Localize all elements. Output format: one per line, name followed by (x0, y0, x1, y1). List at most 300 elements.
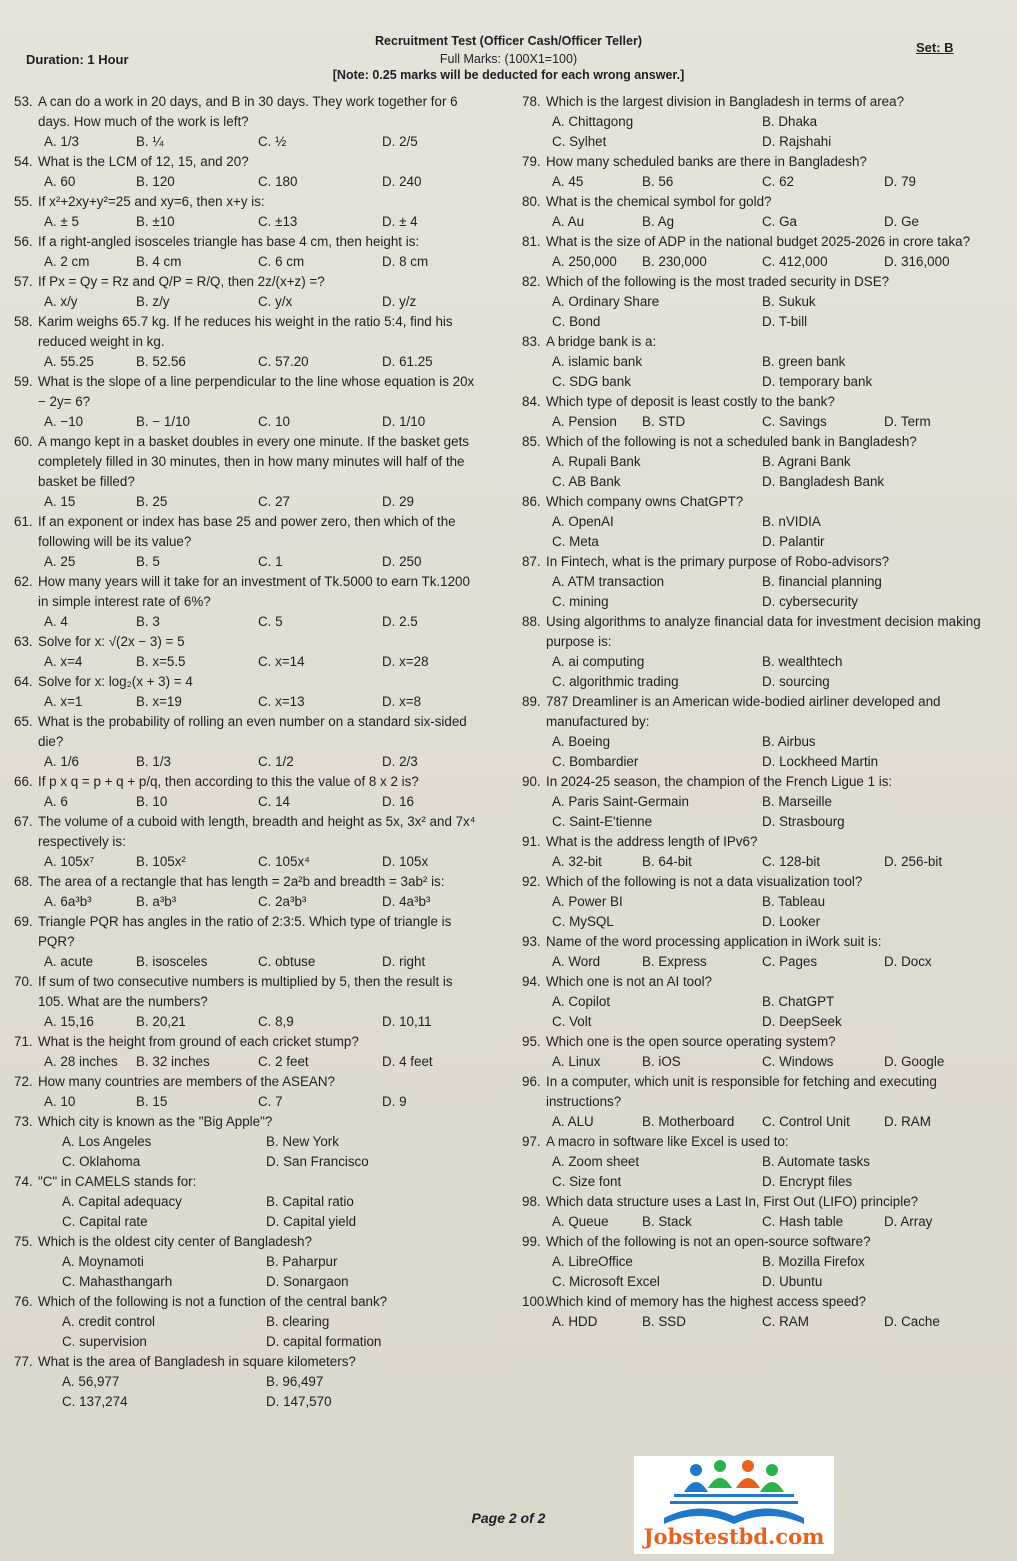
question-item (522, 1132, 1002, 1192)
answer-option: A. acute (44, 954, 94, 969)
question-number: 66. (14, 774, 33, 789)
question-text (14, 1292, 484, 1312)
question-item (14, 1292, 484, 1352)
answer-option: C. algorithmic trading (552, 674, 679, 689)
question-text (522, 392, 1002, 412)
question-stem: Which company owns ChatGPT? (546, 494, 744, 509)
answer-option: D. 8 cm (382, 254, 429, 269)
question-number: 63. (14, 634, 33, 649)
question-number: 97. (522, 1134, 541, 1149)
answer-option: C. Savings (762, 414, 827, 429)
question-item (522, 612, 1002, 692)
answer-option: A. 250,000 (552, 254, 617, 269)
question-item (522, 1292, 1002, 1332)
question-item (14, 152, 484, 192)
options-row (522, 652, 1002, 672)
question-stem: Which is the largest division in Bangladesh in terms of area? (546, 94, 905, 109)
answer-option: D. 256-bit (884, 854, 943, 869)
question-item (522, 932, 1002, 972)
options-row (522, 1312, 1002, 1332)
answer-option: B. 25 (136, 494, 168, 509)
question-item (14, 92, 484, 152)
question-stem: Which of the following is not a scheduled bank in Bangladesh? (546, 434, 917, 449)
answer-option: D. Docx (884, 954, 932, 969)
answer-option: C. Size font (552, 1174, 622, 1189)
question-text (14, 872, 484, 892)
question-stem: Which data structure uses a Last In, First Out (LIFO) principle? (546, 1194, 919, 1209)
answer-option: C. 62 (762, 174, 795, 189)
answer-option: A. ± 5 (44, 214, 79, 229)
answer-option: C. Hash table (762, 1214, 844, 1229)
question-item (14, 272, 484, 312)
answer-option: D. Ge (884, 214, 919, 229)
answer-option: C. 5 (258, 614, 283, 629)
answer-option: A. 28 inches (44, 1054, 118, 1069)
answer-option: B. ¼ (136, 134, 164, 149)
question-text (522, 432, 1002, 452)
question-stem: Which city is known as the "Big Apple"? (38, 1114, 273, 1129)
question-text (522, 772, 1002, 792)
question-item (522, 1032, 1002, 1072)
answer-option: D. 240 (382, 174, 422, 189)
answer-option: D. DeepSeek (762, 1014, 842, 1029)
question-stem: What is the probability of rolling an even number on a standard six-sided die? (38, 714, 467, 749)
question-stem: In 2024-25 season, the champion of the French Ligue 1 is: (546, 774, 893, 789)
question-stem: If p x q = p + q + p/q, then according to this the value of 8 x 2 is? (38, 774, 419, 789)
answer-option: B. 5 (136, 554, 160, 569)
answer-option: D. y/z (382, 294, 417, 309)
question-text (14, 1112, 484, 1132)
options-row (522, 352, 1002, 372)
answer-option: D. San Francisco (266, 1154, 369, 1169)
question-number: 67. (14, 814, 33, 829)
question-number: 75. (14, 1234, 33, 1249)
question-number: 88. (522, 614, 541, 629)
answer-option: C. 7 (258, 1094, 283, 1109)
question-stem: Using algorithms to analyze financial data for investment decision making purpose is: (546, 614, 981, 649)
question-number: 60. (14, 434, 33, 449)
options-row (14, 652, 484, 672)
question-item (14, 192, 484, 232)
answer-option: B. financial planning (762, 574, 882, 589)
answer-option: D. 2.5 (382, 614, 418, 629)
answer-option: D. 4a³b³ (382, 894, 431, 909)
question-text (522, 232, 1002, 252)
options-row (522, 512, 1002, 532)
answer-option: B. Express (642, 954, 707, 969)
question-number: 78. (522, 94, 541, 109)
question-text (14, 1352, 484, 1372)
answer-option: C. mining (552, 594, 609, 609)
question-text (14, 912, 484, 952)
answer-option: B. Paharpur (266, 1254, 338, 1269)
options-row (14, 552, 484, 572)
question-item (14, 232, 484, 272)
answer-option: B. Airbus (762, 734, 816, 749)
question-stem: A macro in software like Excel is used to: (546, 1134, 789, 1149)
answer-option: C. 2a³b³ (258, 894, 307, 909)
answer-option: B. 105x² (136, 854, 186, 869)
question-number: 71. (14, 1034, 33, 1049)
question-text (14, 1172, 484, 1192)
answer-option: D. Ubuntu (762, 1274, 823, 1289)
options-row (522, 812, 1002, 832)
answer-option: C. Bombardier (552, 754, 639, 769)
answer-option: D. Looker (762, 914, 821, 929)
answer-option: A. Queue (552, 1214, 609, 1229)
options-row (522, 1052, 1002, 1072)
options-row (14, 1192, 484, 1212)
question-stem: How many countries are members of the ASEAN? (38, 1074, 335, 1089)
question-number: 64. (14, 674, 33, 689)
question-item (14, 872, 484, 912)
answer-option: D. 2/3 (382, 754, 418, 769)
options-row (14, 492, 484, 512)
question-item (522, 1072, 1002, 1132)
question-number: 92. (522, 874, 541, 889)
question-number: 61. (14, 514, 33, 529)
question-text (522, 932, 1002, 952)
answer-option: C. AB Bank (552, 474, 621, 489)
answer-option: A. Power BI (552, 894, 623, 909)
answer-option: A. x=4 (44, 654, 83, 669)
question-number: 70. (14, 974, 33, 989)
question-item (14, 672, 484, 712)
options-row (14, 1132, 484, 1152)
answer-option: B. Mozilla Firefox (762, 1254, 865, 1269)
answer-option: D. 4 feet (382, 1054, 433, 1069)
options-row (14, 692, 484, 712)
question-number: 57. (14, 274, 33, 289)
question-stem: The area of a rectangle that has length = 2a²b and breadth = 3ab² is: (38, 874, 445, 889)
answer-option: C. Mahasthangarh (62, 1274, 173, 1289)
answer-option: D. Encrypt files (762, 1174, 853, 1189)
answer-option: A. 1/6 (44, 754, 79, 769)
options-row (522, 1152, 1002, 1172)
answer-option: B. Tableau (762, 894, 826, 909)
answer-option: A. 60 (44, 174, 76, 189)
exam-header (0, 0, 1017, 92)
answer-option: A. ALU (552, 1114, 594, 1129)
question-text (14, 632, 484, 652)
answer-option: A. 1/3 (44, 134, 79, 149)
question-text (522, 692, 1002, 732)
question-item (14, 312, 484, 372)
options-row (522, 532, 1002, 552)
question-stem: If x²+2xy+y²=25 and xy=6, then x+y is: (38, 194, 265, 209)
options-row (14, 1052, 484, 1072)
answer-option: B. 15 (136, 1094, 168, 1109)
answer-option: A. 15 (44, 494, 76, 509)
options-row (522, 732, 1002, 752)
question-item (14, 1112, 484, 1172)
options-row (522, 372, 1002, 392)
answer-option: D. RAM (884, 1114, 931, 1129)
answer-option: A. Boeing (552, 734, 611, 749)
page-number: Page 2 of 2 (471, 1510, 546, 1526)
answer-option: B. STD (642, 414, 686, 429)
question-text (14, 572, 484, 612)
question-stem: A mango kept in a basket doubles in every one minute. If the basket gets completely filled in 30 minutes, then in how many minutes will half of the basket be filled? (38, 434, 469, 489)
answer-option: A. Los Angeles (62, 1134, 152, 1149)
answer-option: C. Oklahoma (62, 1154, 141, 1169)
answer-option: C. 14 (258, 794, 291, 809)
options-row (14, 352, 484, 372)
options-row (522, 992, 1002, 1012)
answer-option: C. RAM (762, 1314, 809, 1329)
question-text (14, 312, 484, 352)
options-row (14, 1152, 484, 1172)
answer-option: C. obtuse (258, 954, 316, 969)
options-row (14, 1392, 484, 1412)
question-item (522, 692, 1002, 772)
answer-option: C. 27 (258, 494, 291, 509)
answer-option: A. islamic bank (552, 354, 643, 369)
question-stem: If an exponent or index has base 25 and power zero, then which of the following will be its value? (38, 514, 456, 549)
question-item (14, 1072, 484, 1112)
answer-option: D. cybersecurity (762, 594, 858, 609)
question-number: 86. (522, 494, 541, 509)
question-number: 99. (522, 1234, 541, 1249)
question-number: 56. (14, 234, 33, 249)
question-item (522, 552, 1002, 612)
question-item (14, 372, 484, 432)
question-text (522, 972, 1002, 992)
answer-option: B. wealthtech (762, 654, 843, 669)
question-text (522, 1072, 1002, 1112)
options-row (522, 952, 1002, 972)
options-row (522, 1112, 1002, 1132)
question-number: 83. (522, 334, 541, 349)
options-row (14, 132, 484, 152)
answer-option: B. Motherboard (642, 1114, 735, 1129)
answer-option: A. OpenAI (552, 514, 614, 529)
answer-option: D. Lockheed Martin (762, 754, 879, 769)
answer-option: A. Moynamoti (62, 1254, 144, 1269)
question-item (522, 432, 1002, 492)
answer-option: C. 1/2 (258, 754, 294, 769)
options-row (14, 1212, 484, 1232)
question-item (522, 492, 1002, 552)
answer-option: B. 120 (136, 174, 175, 189)
question-item (522, 272, 1002, 332)
options-row (522, 572, 1002, 592)
question-stem: What is the area of Bangladesh in square kilometers? (38, 1354, 356, 1369)
question-number: 90. (522, 774, 541, 789)
options-row (14, 1312, 484, 1332)
question-text (14, 152, 484, 172)
question-number: 81. (522, 234, 541, 249)
question-item (522, 972, 1002, 1032)
question-item (522, 152, 1002, 192)
question-text (522, 1232, 1002, 1252)
answer-option: D. T-bill (762, 314, 808, 329)
answer-option: D. 9 (382, 1094, 407, 1109)
options-row (522, 132, 1002, 152)
question-number: 96. (522, 1074, 541, 1089)
answer-option: D. sourcing (762, 674, 830, 689)
question-item (522, 1232, 1002, 1292)
answer-option: A. Capital adequacy (62, 1194, 182, 1209)
options-row (14, 952, 484, 972)
question-number: 98. (522, 1194, 541, 1209)
answer-option: C. Capital rate (62, 1214, 148, 1229)
question-stem: 787 Dreamliner is an American wide-bodied airliner developed and manufactured by: (546, 694, 941, 729)
answer-option: D. ± 4 (382, 214, 418, 229)
watermark-logo (634, 1456, 834, 1554)
answer-option: D. Capital yield (266, 1214, 357, 1229)
answer-option: B. z/y (136, 294, 170, 309)
question-stem: How many scheduled banks are there in Bangladesh? (546, 154, 867, 169)
question-item (522, 332, 1002, 392)
options-row (522, 412, 1002, 432)
question-number: 58. (14, 314, 33, 329)
negative-marking-note: [Note: 0.25 marks will be deducted for each wrong answer.] (332, 68, 685, 82)
options-row (14, 752, 484, 772)
question-item (522, 1192, 1002, 1232)
answer-option: A. Word (552, 954, 601, 969)
answer-option: A. 32-bit (552, 854, 602, 869)
question-text (522, 92, 1002, 112)
options-row (14, 1372, 484, 1392)
answer-option: B. green bank (762, 354, 846, 369)
answer-option: C. 10 (258, 414, 291, 429)
answer-option: C. Meta (552, 534, 599, 549)
question-stem: Which kind of memory has the highest access speed? (546, 1294, 867, 1309)
exam-title: Recruitment Test (Officer Cash/Officer Teller) (375, 34, 642, 48)
answer-option: A. x/y (44, 294, 78, 309)
answer-option: B. 64-bit (642, 854, 692, 869)
options-row (14, 252, 484, 272)
question-stem: The volume of a cuboid with length, breadth and height as 5x, 3x² and 7x⁴ respectively is: (38, 814, 476, 849)
answer-option: B. 96,497 (266, 1374, 324, 1389)
question-text (522, 1292, 1002, 1312)
question-item (522, 772, 1002, 832)
question-number: 82. (522, 274, 541, 289)
answer-option: A. Pension (552, 414, 617, 429)
question-text (522, 152, 1002, 172)
question-stem: What is the height from ground of each cricket stump? (38, 1034, 359, 1049)
answer-option: B. Sukuk (762, 294, 816, 309)
answer-option: D. 250 (382, 554, 422, 569)
answer-option: D. Bangladesh Bank (762, 474, 885, 489)
question-number: 53. (14, 94, 33, 109)
question-stem: What is the size of ADP in the national budget 2025-2026 in crore taka? (546, 234, 971, 249)
answer-option: D. Rajshahi (762, 134, 832, 149)
answer-option: D. Cache (884, 1314, 940, 1329)
question-text (522, 612, 1002, 652)
options-row (14, 412, 484, 432)
answer-option: A. HDD (552, 1314, 598, 1329)
answer-option: B. ChatGPT (762, 994, 835, 1009)
question-text (14, 672, 484, 692)
answer-option: D. x=28 (382, 654, 429, 669)
answer-option: B. Dhaka (762, 114, 818, 129)
answer-option: A. 105x⁷ (44, 854, 95, 869)
options-row (522, 1272, 1002, 1292)
options-row (14, 612, 484, 632)
question-number: 93. (522, 934, 541, 949)
question-number: 91. (522, 834, 541, 849)
answer-option: C. 105x⁴ (258, 854, 310, 869)
answer-option: D. 61.25 (382, 354, 433, 369)
options-row (14, 212, 484, 232)
answer-option: B. clearing (266, 1314, 330, 1329)
question-text (522, 1032, 1002, 1052)
question-text (522, 832, 1002, 852)
answer-option: B. − 1/10 (136, 414, 190, 429)
options-row (522, 1172, 1002, 1192)
options-row (522, 212, 1002, 232)
question-text (14, 432, 484, 492)
question-number: 69. (14, 914, 33, 929)
question-text (14, 92, 484, 132)
question-number: 73. (14, 1114, 33, 1129)
answer-option: D. Sonargaon (266, 1274, 349, 1289)
answer-option: C. Control Unit (762, 1114, 850, 1129)
answer-option: B. ±10 (136, 214, 175, 229)
options-row (522, 1012, 1002, 1032)
answer-option: A. 6 (44, 794, 68, 809)
question-number: 87. (522, 554, 541, 569)
options-row (522, 592, 1002, 612)
question-item (14, 1032, 484, 1072)
answer-option: A. Copilot (552, 994, 611, 1009)
answer-option: A. 4 (44, 614, 68, 629)
question-stem: What is the address length of IPv6? (546, 834, 758, 849)
question-number: 100. (522, 1294, 549, 1309)
answer-option: D. right (382, 954, 426, 969)
answer-option: A. ai computing (552, 654, 645, 669)
answer-option: B. 10 (136, 794, 168, 809)
question-item (14, 1232, 484, 1292)
answer-option: D. Google (884, 1054, 945, 1069)
question-item (14, 432, 484, 512)
question-text (14, 272, 484, 292)
answer-option: C. MySQL (552, 914, 614, 929)
answer-option: C. 180 (258, 174, 298, 189)
answer-option: B. 1/3 (136, 754, 171, 769)
question-text (14, 1032, 484, 1052)
answer-option: B. nVIDIA (762, 514, 821, 529)
question-number: 77. (14, 1354, 33, 1369)
question-stem: Which is the oldest city center of Bangladesh? (38, 1234, 312, 1249)
question-text (522, 872, 1002, 892)
question-text (14, 812, 484, 852)
options-row (522, 1212, 1002, 1232)
answer-option: D. Strasbourg (762, 814, 845, 829)
options-row (14, 172, 484, 192)
answer-option: C. 57.20 (258, 354, 309, 369)
answer-option: C. 6 cm (258, 254, 305, 269)
answer-option: B. 20,21 (136, 1014, 186, 1029)
question-stem: What is the slope of a line perpendicular to the line whose equation is 20x − 2y= 6? (38, 374, 475, 409)
answer-option: C. x=14 (258, 654, 305, 669)
question-stem: In a computer, which unit is responsible for fetching and executing instructions? (546, 1074, 937, 1109)
question-stem: Name of the word processing application in iWork suit is: (546, 934, 882, 949)
question-item (522, 872, 1002, 932)
question-text (522, 192, 1002, 212)
answer-option: A. Rupali Bank (552, 454, 641, 469)
question-stem: Which of the following is not a data visualization tool? (546, 874, 863, 889)
answer-option: C. ±13 (258, 214, 298, 229)
answer-option: A. 55.25 (44, 354, 94, 369)
question-stem: "C" in CAMELS stands for: (38, 1174, 197, 1189)
answer-option: C. 128-bit (762, 854, 821, 869)
answer-option: D. 16 (382, 794, 415, 809)
question-number: 59. (14, 374, 33, 389)
question-number: 76. (14, 1294, 33, 1309)
